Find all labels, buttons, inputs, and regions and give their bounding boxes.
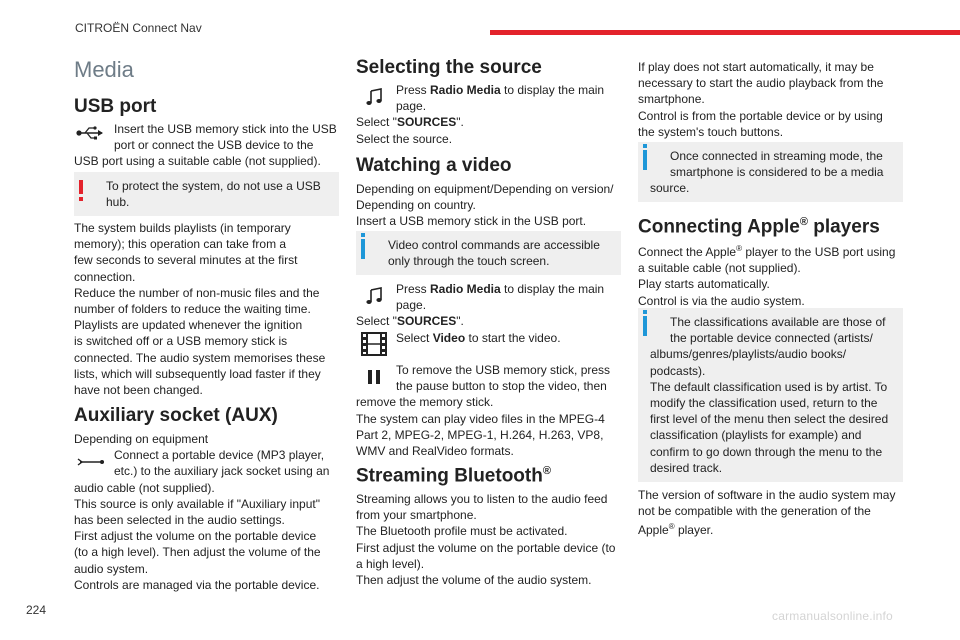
text-line: Play starts automatically. [638, 277, 770, 292]
text-line: First adjust the volume on the portable device [74, 529, 317, 544]
info-text: albums/genres/playlists/audio books/ [650, 347, 847, 362]
info-text: podcasts). [650, 363, 706, 378]
text-line: has been selected in the audio settings. [74, 513, 285, 528]
text-line: is switched off or a USB memory stick is [74, 334, 288, 349]
info-text: confirm to go down through the menu to the [650, 444, 883, 459]
text-line: Control is from the portable device or by using [638, 108, 883, 123]
text-line: WMV and RealVideo formats. [356, 444, 514, 459]
heading-connecting-apple: Connecting Apple® players [638, 216, 880, 238]
text-line: etc.) to the auxiliary jack socket using an [114, 464, 330, 479]
info-text: Video control commands are accessible [388, 238, 600, 252]
text-line: page. [396, 298, 427, 313]
text-line: connected. The audio system memorises these [74, 350, 326, 365]
text-line: audio cable (not supplied). [74, 480, 215, 495]
text-line: the system's touch buttons. [638, 124, 784, 139]
info-box [638, 308, 903, 482]
heading-usb-port: USB port [74, 96, 157, 117]
info-text: modify the classification used, return to the [650, 396, 878, 411]
info-text: The classifications available are those of [670, 315, 886, 329]
info-text: smartphone is considered to be a media [670, 165, 884, 180]
usb-text-line: port or connect the USB device to the [114, 138, 314, 153]
text-line: Playlists are updated whenever the ignition [74, 318, 303, 333]
text-line: connection. [74, 269, 136, 284]
text-line: few seconds to several minutes at the first [74, 253, 298, 268]
usb-text-line: Insert the USB memory stick into the USB [114, 122, 337, 136]
text-line: The system can play video files in the MPEG-4 [356, 411, 605, 426]
usb-text-line: USB port using a suitable cable (not supplied). [74, 154, 321, 169]
heading-selecting-source: Selecting the source [356, 57, 542, 78]
text-line: Reduce the number of non-music files and the [74, 285, 320, 300]
text-line: The system builds playlists (in temporary [74, 221, 291, 235]
text-line: First adjust the volume on the portable device (to [356, 540, 616, 555]
page-number: 224 [26, 603, 47, 617]
text-line: smartphone. [638, 92, 705, 107]
text-line: Insert a USB memory stick in the USB port. [356, 214, 587, 229]
text-line: Select "SOURCES". [356, 115, 464, 130]
info-box [638, 142, 903, 202]
info-icon [643, 150, 647, 170]
text-line: Press Radio Media to display the main [396, 83, 605, 97]
text-line: lists, which will subsequently load faster if they [74, 366, 321, 381]
watermark: carmanualsonline.info [772, 609, 893, 623]
playlist-paragraph [74, 220, 339, 398]
text-line: audio system. [74, 561, 149, 576]
text-line: Depending on equipment [74, 432, 209, 446]
text-line: To remove the USB memory stick, press [396, 363, 611, 377]
text-line: Select "SOURCES". [356, 314, 464, 329]
text-line: Select the source. [356, 131, 453, 146]
text-line: Connect a portable device (MP3 player, [114, 448, 325, 463]
text-line: This source is only available if "Auxiliary input" [74, 496, 320, 511]
info-text: the portable device connected (artists/ [670, 331, 873, 346]
header-red-bar [490, 30, 960, 35]
text-line: from your smartphone. [356, 508, 477, 523]
info-text: source. [650, 181, 690, 196]
text-line: The version of software in the audio system may [638, 488, 896, 502]
text-line: (to a high level). Then adjust the volume of the [74, 545, 321, 560]
text-line: Control is via the audio system. [638, 293, 805, 308]
info-text: Once connected in streaming mode, the [670, 149, 883, 163]
text-line: remove the memory stick. [356, 395, 494, 410]
text-line: Depending on equipment/Depending on version/ [356, 182, 614, 196]
text-line: a suitable cable (not supplied). [638, 261, 801, 276]
info-icon [361, 239, 365, 259]
text-line: Press Radio Media to display the main [396, 282, 605, 296]
text-line: a high level). [356, 556, 425, 571]
text-line: Apple® player. [638, 522, 714, 538]
text-line: Controls are managed via the portable device. [74, 577, 320, 592]
info-text: The default classification used is by artist. To [650, 379, 888, 394]
text-line: number of folders to reduce the waiting time. [74, 302, 311, 317]
text-line: Then adjust the volume of the audio system. [356, 573, 592, 588]
warning-box [74, 172, 339, 216]
info-text: classification (playlists for example) and [650, 428, 862, 443]
text-line: have not been changed. [74, 383, 203, 398]
text-line: memory); this operation can take from a [74, 237, 287, 252]
heading-streaming-bluetooth: Streaming Bluetooth® [356, 465, 551, 487]
text-line: not be compatible with the generation of the [638, 504, 871, 519]
text-line: Depending on country. [356, 198, 476, 213]
page-header-title: CITROËN Connect Nav [75, 21, 202, 35]
info-icon [643, 316, 647, 336]
text-line: Connect the Apple® player to the USB port using [638, 244, 896, 259]
text-line: necessary to start the audio playback from the [638, 76, 884, 91]
text-line: Select Video to start the video. [396, 330, 561, 345]
text-line: The Bluetooth profile must be activated. [356, 524, 568, 539]
info-box [356, 231, 621, 275]
info-text: only through the touch screen. [388, 254, 550, 269]
text-line: the pause button to stop the video, then [396, 379, 607, 394]
info-text: first level of the menu then select the desired [650, 412, 889, 427]
heading-watching-video: Watching a video [356, 155, 512, 176]
warning-text: hub. [106, 195, 130, 210]
heading-aux: Auxiliary socket (AUX) [74, 405, 278, 426]
text-line: Streaming allows you to listen to the audio feed [356, 492, 608, 506]
warning-text: To protect the system, do not use a USB [106, 179, 321, 193]
info-text: desired track. [650, 460, 723, 475]
section-title-media: Media [74, 57, 134, 82]
text-line: page. [396, 99, 427, 114]
text-line: If play does not start automatically, it may be [638, 60, 874, 74]
text-line: Part 2, MPEG-2, MPEG-1, H.264, H.263, VP8, [356, 427, 604, 442]
warning-icon [79, 180, 83, 194]
